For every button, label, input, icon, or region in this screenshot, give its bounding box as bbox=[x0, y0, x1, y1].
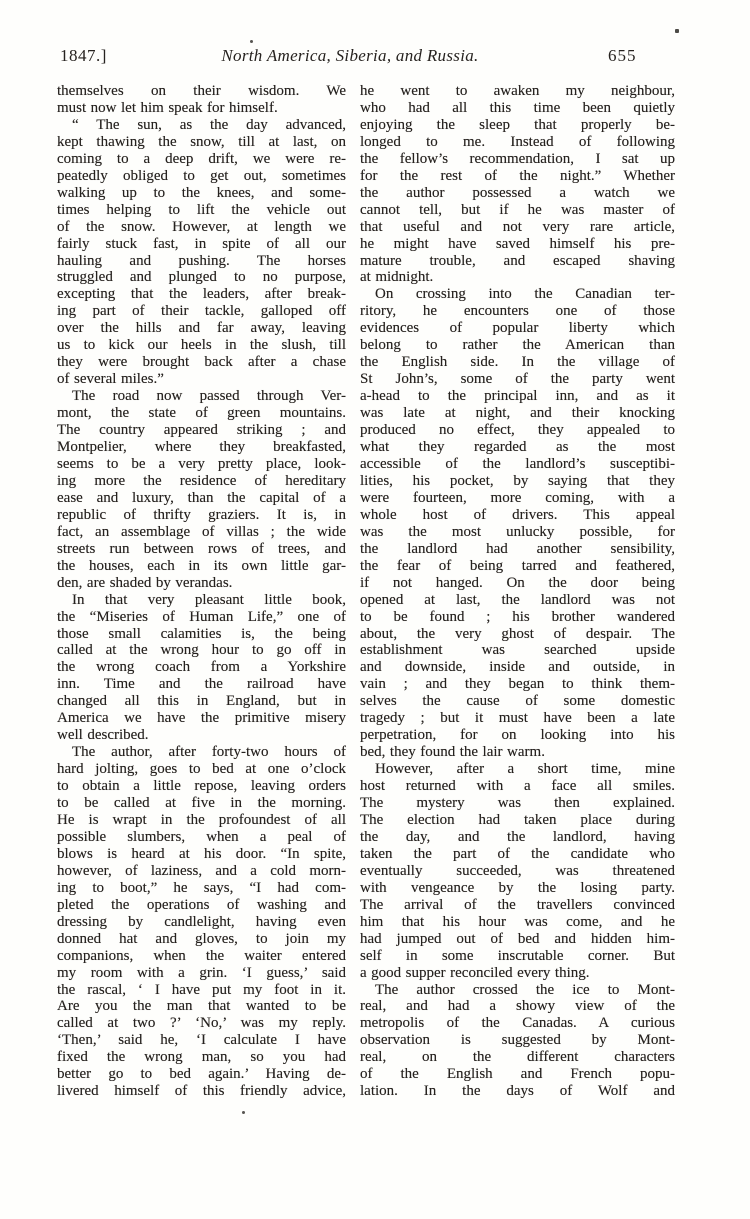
text-line: better go to bed again.’ Having de- bbox=[57, 1066, 346, 1083]
text-line: ritory, he encounters one of those bbox=[360, 303, 675, 320]
text-line: walking up to the knees, and some- bbox=[57, 184, 346, 201]
text-line: if not hanged. On the door being bbox=[360, 574, 675, 591]
text-line: den, are shaded by verandas. bbox=[57, 574, 233, 591]
text-line: the “Miseries of Human Life,” one of bbox=[57, 608, 346, 625]
text-line: donned hat and gloves, to join my bbox=[57, 930, 346, 947]
text-line: observation is suggested by Mont- bbox=[360, 1032, 675, 1049]
text-line: changed all this in England, but in bbox=[57, 693, 346, 710]
text-line: the landlord had another sensibility, bbox=[360, 540, 675, 557]
text-line: America we have the primitive misery bbox=[57, 710, 346, 727]
text-line: at midnight. bbox=[360, 269, 434, 286]
text-line: vain ; and they began to think them- bbox=[360, 676, 675, 693]
text-line: eventually succeeded, was threatened bbox=[360, 862, 675, 879]
text-line: to be called at five in the morning. bbox=[57, 795, 346, 812]
text-line: whole host of drivers. This appeal bbox=[360, 506, 675, 523]
text-line: a good supper reconciled every thing. bbox=[360, 964, 590, 981]
text-line: they were brought back after a chase bbox=[57, 354, 346, 371]
text-line: peatedly obliged to get out, sometimes bbox=[57, 167, 346, 184]
text-line: host returned with a face all smiles. bbox=[360, 778, 675, 795]
text-line: The country appeared striking ; and bbox=[57, 422, 346, 439]
text-line: with vengeance by the losing party. bbox=[360, 879, 675, 896]
text-line: opened at last, the landlord was not bbox=[360, 591, 675, 608]
text-line: mont, the state of green mountains. bbox=[57, 405, 346, 422]
paragraph bbox=[360, 982, 675, 1101]
text-line: were fourteen, more coming, with a bbox=[360, 489, 675, 506]
text-line: taken the part of the candidate who bbox=[360, 845, 675, 862]
text-line: blows is heard at his door. “In spite, bbox=[57, 845, 346, 862]
text-line: a-head to the principal inn, and as it bbox=[360, 388, 675, 405]
text-line: the fellow’s recommendation, I sat up bbox=[360, 150, 675, 167]
text-line: accessible of the landlord’s susceptibi- bbox=[360, 455, 675, 472]
paragraph bbox=[360, 286, 675, 761]
page-number: 655 bbox=[608, 46, 637, 65]
text-line: was late at night, and their knocking bbox=[360, 405, 675, 422]
paragraph bbox=[57, 388, 346, 591]
text-line: my room with a grin. ‘I guess,’ said bbox=[57, 964, 346, 981]
text-line: the fear of being tarred and feathered, bbox=[360, 557, 675, 574]
text-line: selves the cause of some domestic bbox=[360, 693, 675, 710]
page-header bbox=[0, 46, 750, 68]
text-line: possible slumbers, when a peal of bbox=[57, 828, 346, 845]
text-line: the rascal, ‘ I have put my foot in it. bbox=[57, 981, 346, 998]
paragraph bbox=[57, 744, 346, 1100]
paragraph bbox=[360, 761, 675, 981]
text-line: times helping to lift the vehicle out bbox=[57, 201, 346, 218]
text-line: of several miles.” bbox=[57, 371, 164, 388]
text-line: that useful and not very rare article, bbox=[360, 218, 675, 235]
text-line: he might have saved himself his pre- bbox=[360, 235, 675, 252]
paragraph bbox=[360, 83, 675, 286]
text-line: hauling and pushing. The horses bbox=[57, 252, 346, 269]
text-line: him that his hour was come, and he bbox=[360, 913, 675, 930]
text-line: republic of thrifty graziers. It is, in bbox=[57, 506, 346, 523]
text-line: ing more the residence of hereditary bbox=[57, 472, 346, 489]
text-line: seems to be a very pretty place, look- bbox=[57, 455, 346, 472]
paragraph bbox=[57, 592, 346, 745]
text-line: Montpelier, where they breakfasted, bbox=[57, 439, 346, 456]
text-line: fixed the wrong man, so you had bbox=[57, 1049, 346, 1066]
text-line: perpetration, for on looking into his bbox=[360, 727, 675, 744]
text-line: Are you the man that wanted to be bbox=[57, 998, 346, 1015]
text-line: the houses, each in its own little gar- bbox=[57, 557, 346, 574]
text-line: The election had taken place during bbox=[360, 811, 675, 828]
text-line: to be found ; his brother wandered bbox=[360, 608, 675, 625]
text-line: excepting that the leaders, after break- bbox=[57, 286, 346, 303]
text-line: must now let him speak for himself. bbox=[57, 99, 278, 116]
text-line: fact, an assemblage of villas ; the wide bbox=[57, 523, 346, 540]
text-line: belong to rather the American than bbox=[360, 337, 675, 354]
scan-speck bbox=[250, 40, 253, 43]
text-line: “ The sun, as the day advanced, bbox=[72, 116, 346, 133]
text-line: for the rest of the night.” Whether bbox=[360, 167, 675, 184]
text-line: ease and luxury, than the capital of a bbox=[57, 489, 346, 506]
text-line: mature trouble, and escaped shaving bbox=[360, 252, 675, 269]
text-line: establishment was searched upside bbox=[360, 642, 675, 659]
text-line: pleted the operations of washing and bbox=[57, 896, 346, 913]
text-line: However, after a short time, mine bbox=[375, 761, 675, 778]
text-line: real, and had a showy view of the bbox=[360, 998, 675, 1015]
text-line: however, of laziness, and a cold morn- bbox=[57, 862, 346, 879]
text-line: of the snow. However, at length we bbox=[57, 218, 346, 235]
text-line: bed, they found the lair warm. bbox=[360, 744, 545, 761]
header-year-label: 1847.] bbox=[60, 46, 107, 65]
text-line: companions, when the waiter entered bbox=[57, 947, 346, 964]
text-line: The mystery was then explained. bbox=[360, 795, 675, 812]
text-line: themselves on their wisdom. We bbox=[57, 83, 346, 99]
text-line: well described. bbox=[57, 727, 149, 744]
text-line: coming to a deep drift, we were re- bbox=[57, 150, 346, 167]
text-line: he went to awaken my neighbour, bbox=[360, 83, 675, 99]
text-line: fairly stuck fast, in spite of all our bbox=[57, 235, 346, 252]
text-line: enjoying the sleep that properly be- bbox=[360, 116, 675, 133]
text-line: tragedy ; but it must have been a late bbox=[360, 710, 675, 727]
text-line: kept thawing the snow, till at last, on bbox=[57, 133, 346, 150]
text-line: ing to boot,” he says, “I had com- bbox=[57, 879, 346, 896]
text-line: self in some inscrutable corner. But bbox=[360, 947, 675, 964]
text-line: what they regarded as the most bbox=[360, 439, 675, 456]
text-line: He is wrapt in the profoundest of all bbox=[57, 811, 346, 828]
text-line: lation. In the days of Wolf and bbox=[360, 1083, 675, 1100]
text-line: and downside, inside and outside, in bbox=[360, 659, 675, 676]
text-line: longed to me. Instead of following bbox=[360, 133, 675, 150]
text-line: over the hills and far away, leaving bbox=[57, 320, 346, 337]
scan-speck bbox=[242, 1111, 245, 1114]
text-line: The author, after forty-two hours of bbox=[72, 744, 346, 761]
text-line: The arrival of the travellers convinced bbox=[360, 896, 675, 913]
right-text-column bbox=[360, 83, 675, 1100]
text-line: produced no effect, they appealed to bbox=[360, 422, 675, 439]
text-line: In that very pleasant little book, bbox=[72, 591, 346, 608]
text-line: was the most unlucky possible, for bbox=[360, 523, 675, 540]
text-line: The author crossed the ice to Mont- bbox=[375, 981, 675, 998]
text-line: metropolis of the Canadas. A curious bbox=[360, 1015, 675, 1032]
text-line: streets run between rows of trees, and bbox=[57, 540, 346, 557]
text-line: On crossing into the Canadian ter- bbox=[375, 286, 675, 303]
text-line: livered himself of this friendly advice, bbox=[57, 1083, 346, 1100]
text-line: to obtain a little repose, leaving orders bbox=[57, 778, 346, 795]
text-line: called at two ?’ ‘No,’ was my reply. bbox=[57, 1015, 346, 1032]
text-line: St John’s, some of the party went bbox=[360, 371, 675, 388]
text-line: who had all this time been quietly bbox=[360, 99, 675, 116]
text-line: of the English and French popu- bbox=[360, 1066, 675, 1083]
scan-speck bbox=[675, 29, 679, 33]
running-title: North America, Siberia, and Russia. bbox=[221, 46, 479, 65]
text-line: cannot tell, but if he was master of bbox=[360, 201, 675, 218]
text-line: hard jolting, goes to bed at one o’clock bbox=[57, 761, 346, 778]
text-line: lities, his pocket, by saying that they bbox=[360, 472, 675, 489]
text-line: real, on the different characters bbox=[360, 1049, 675, 1066]
text-line: dressing by candlelight, having even bbox=[57, 913, 346, 930]
text-line: the day, and the landlord, having bbox=[360, 828, 675, 845]
text-line: those small calamities is, the being bbox=[57, 625, 346, 642]
text-line: ‘Then,’ said he, ‘I calculate I have bbox=[57, 1032, 346, 1049]
text-line: the English side. In the village of bbox=[360, 354, 675, 371]
text-line: ing part of their tackle, galloped off bbox=[57, 303, 346, 320]
text-line: us to kick our heels in the slush, till bbox=[57, 337, 346, 354]
text-line: evidences of popular liberty which bbox=[360, 320, 675, 337]
paragraph bbox=[57, 117, 346, 388]
text-line: The road now passed through Ver- bbox=[72, 388, 346, 405]
left-text-column bbox=[57, 83, 346, 1100]
text-line: inn. Time and the railroad have bbox=[57, 676, 346, 693]
text-line: the wrong coach from a Yorkshire bbox=[57, 659, 346, 676]
text-line: had jumped out of bed and hidden him- bbox=[360, 930, 675, 947]
text-line: the author possessed a watch we bbox=[360, 184, 675, 201]
text-line: about, the very ghost of despair. The bbox=[360, 625, 675, 642]
text-line: called at the wrong hour to go off in bbox=[57, 642, 346, 659]
text-line: struggled and plunged to no purpose, bbox=[57, 269, 346, 286]
paragraph bbox=[57, 83, 346, 117]
